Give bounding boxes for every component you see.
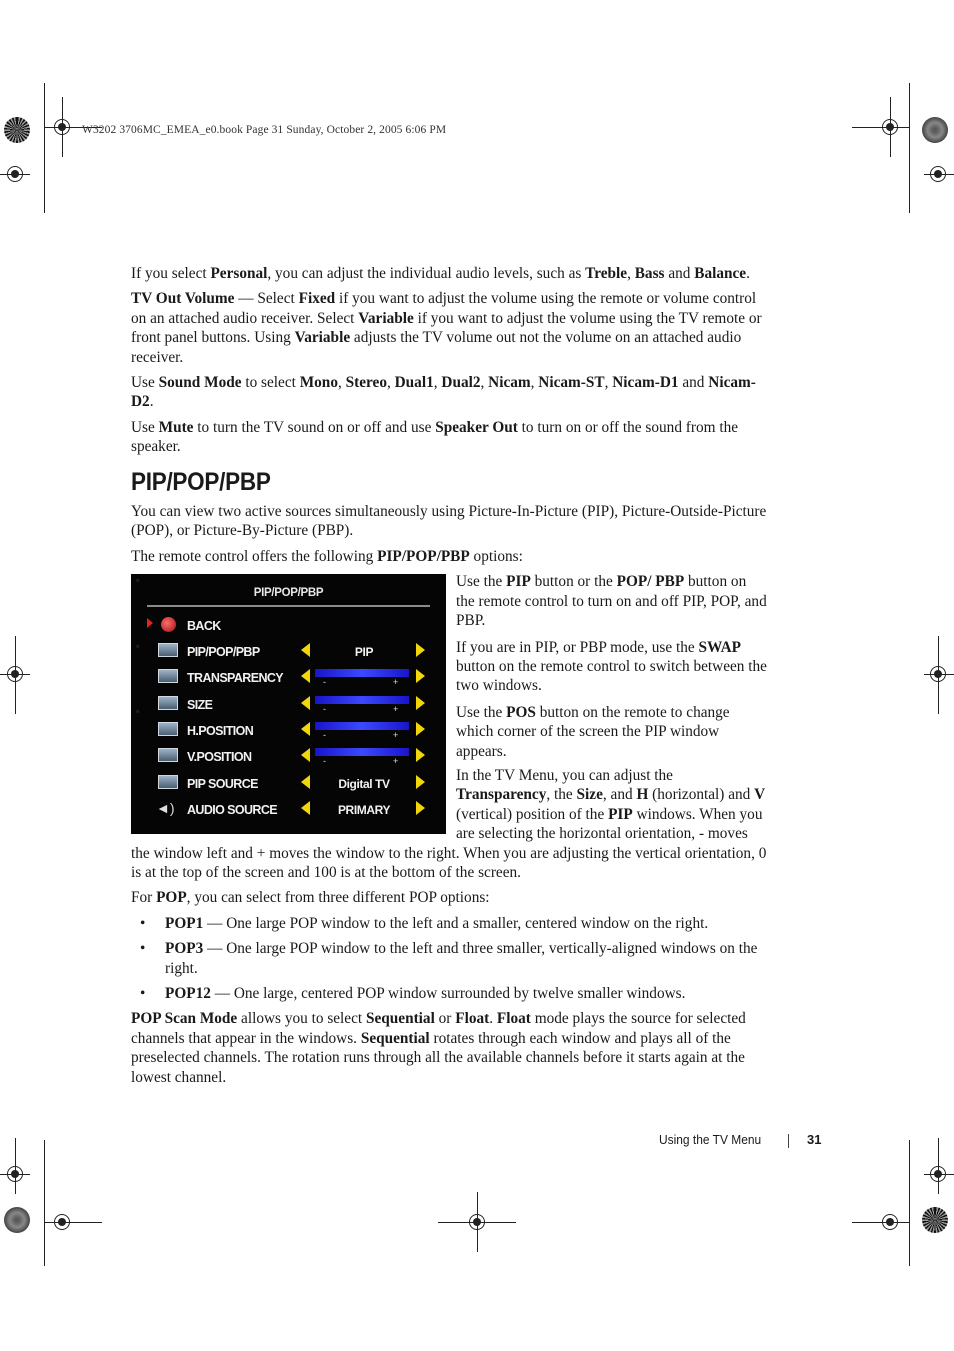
crop-mark: [477, 1192, 478, 1252]
slider-max-label: +: [393, 730, 399, 741]
paragraph-mute: Use Mute to turn the TV sound on or off and use Speaker Out to turn on or off the sound from the speaker.: [131, 418, 739, 456]
slider-min-label: -: [323, 756, 326, 767]
crop-mark: [938, 1138, 939, 1194]
slider-max-label: +: [393, 677, 399, 688]
crop-mark: [924, 674, 954, 675]
paragraph-pop-scan-mode: POP Scan Mode allows you to select Sequential or Float. Float mode plays the source for selected channels that appear in the windows. Sequential rotates through each window and plays all of the preselected channels. The rotation runs through all the available channels before it starts again at the lowest channel.: [131, 1010, 746, 1086]
crop-mark: [15, 636, 16, 714]
crop-mark: [62, 97, 63, 157]
crop-mark: [924, 1174, 954, 1175]
tv-menu-title: PIP/POP/PBP: [253, 587, 324, 600]
tv-menu-label: V.POSITION: [187, 750, 252, 765]
tv-menu-value: Digital TV: [338, 777, 390, 792]
arrow-right-icon: [416, 775, 425, 789]
slider-max-label: +: [393, 756, 399, 767]
crop-mark: [44, 1140, 45, 1266]
tv-menu-label: PIP/POP/PBP: [187, 645, 260, 660]
pip-source-icon: [158, 775, 178, 789]
slider-max-label: +: [393, 704, 399, 715]
crop-mark: [852, 127, 910, 128]
tv-menu-label: TRANSPARENCY: [187, 671, 284, 686]
pop-options-list: [131, 914, 767, 1004]
tv-menu-label: PIP SOURCE: [187, 777, 258, 792]
crop-mark: [924, 174, 954, 175]
remote-options-list: [131, 572, 767, 761]
slider-min-label: -: [323, 704, 326, 715]
slider-min-label: -: [323, 677, 326, 688]
book-header-line: W3202 3706MC_EMEA_e0.book Page 31 Sunday, October 2, 2005 6:06 PM: [82, 124, 447, 136]
paragraph-pop-intro: For POP, you can select from three different POP options:: [131, 889, 490, 907]
list-item: • Use the PIP button or the POP/ PBP button on the remote control to turn on and off PIP, POP, and PBP.: [131, 572, 767, 630]
tv-menu-value: PIP: [354, 645, 374, 660]
registration-disc-icon: [4, 117, 30, 143]
crop-mark: [938, 636, 939, 714]
footer-section-label: Using the TV Menu: [659, 1132, 762, 1147]
tv-menu-label: AUDIO SOURCE: [187, 803, 278, 818]
paragraph-tv-menu-adjust: In the TV Menu, you can adjust the Transparency, the Size, and H (horizontal) and V (vertical) position of the PIP windows. When you are selecting the horizontal orientation, - moves the window left and + moves the window to the right. When you are adjusting the vertical orientation, 0 is at the top of the screen and 100 is at the bottom of the screen.: [131, 766, 767, 881]
crop-mark: [0, 174, 30, 175]
tv-menu-value: PRIMARY: [337, 803, 391, 818]
crop-mark: [852, 1222, 910, 1223]
tv-menu-label: BACK: [187, 619, 221, 634]
paragraph-tv-out-volume: TV Out Volume — Select Fixed if you want to adjust the volume using the remote or volume control on an attached audio receiver. Select Variable if you want to adjust the volume using the TV remote or front panel buttons. Using Variable adjusts the TV volume out not the volume on an attached audio receiver.: [131, 290, 762, 366]
paragraph-intro: You can view two active sources simultaneously using Picture-In-Picture (PIP), Picture-Outside-Picture (POP), or Picture-By-Picture (PBP).: [131, 503, 767, 540]
crop-mark: [15, 1138, 16, 1194]
arrow-left-icon: [301, 775, 310, 789]
page-number: 31: [807, 1132, 822, 1147]
tv-menu-row-pip-source: [131, 772, 446, 794]
crop-mark: [909, 1140, 910, 1266]
registration-disc-icon: [922, 117, 948, 143]
footer-divider: [788, 1134, 789, 1148]
menu-figure-block: [131, 572, 767, 888]
list-item: • POP1 — One large POP window to the left and a smaller, centered window on the right.: [131, 914, 767, 933]
crop-mark: [890, 97, 891, 157]
section-title: PIP/POP/PBP: [131, 467, 271, 496]
list-item: • If you are in PIP, or PBP mode, use the SWAP button on the remote control to switch between the two windows.: [131, 638, 767, 696]
list-item: • POP12 — One large, centered POP window surrounded by twelve smaller windows.: [131, 984, 767, 1003]
list-item: • Use the POS button on the remote to change which corner of the screen the PIP window appears.: [131, 703, 767, 761]
tv-menu-label: H.POSITION: [187, 724, 254, 739]
paragraph-sound-mode: Use Sound Mode to select Mono, Stereo, Dual1, Dual2, Nicam, Nicam-ST, Nicam-D1 and Nicam-D2.: [131, 374, 756, 411]
tv-menu-row-audio-source: [131, 798, 446, 820]
paragraph-remote-options: The remote control offers the following PIP/POP/PBP options:: [131, 547, 523, 565]
registration-disc-icon: [922, 1207, 948, 1233]
crop-mark: [44, 1222, 102, 1223]
page-content: [131, 264, 767, 1093]
speaker-icon: ◄): [156, 800, 175, 817]
slider-min-label: -: [323, 730, 326, 741]
paragraph-personal: If you select Personal, you can adjust the individual audio levels, such as Treble, Bass and Balance.: [131, 265, 750, 282]
crop-mark: [44, 83, 45, 213]
list-item: • POP3 — One large POP window to the left and three smaller, vertically-aligned windows on the right.: [131, 939, 767, 978]
tv-menu-label: SIZE: [187, 698, 213, 713]
arrow-left-icon: [301, 801, 310, 815]
registration-disc-icon: [4, 1207, 30, 1233]
crop-mark: [909, 83, 910, 213]
arrow-right-icon: [416, 801, 425, 815]
